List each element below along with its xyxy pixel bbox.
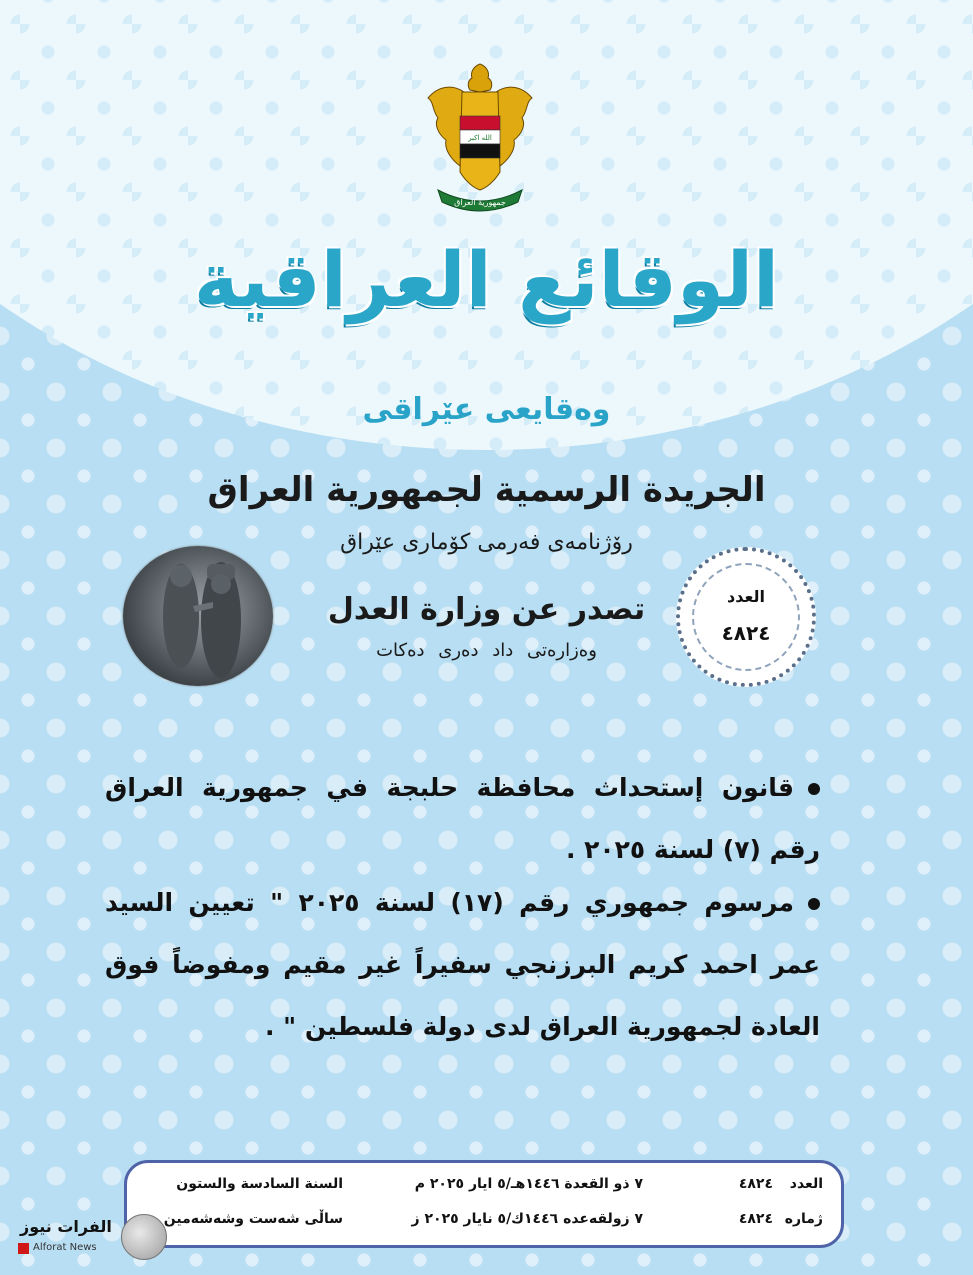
footer-issue-number: ٤٨٢٤ — [738, 1211, 773, 1227]
issue-label: العدد — [727, 587, 765, 606]
footer-issue-number: ٤٨٢٤ — [738, 1176, 773, 1192]
emblem-banner: جمهورية العراق — [454, 198, 506, 207]
footer-date: ٧ زولقەعدە ١٤٤٦ك/٥ نایار ٢٠٢٥ ز — [411, 1211, 643, 1227]
footer-issue-label: العدد — [789, 1176, 823, 1192]
gazette-name: الجريدة الرسمية لجمهورية العراق — [207, 470, 766, 510]
gazette-name-kurdish: رۆژنامەی فەرمی كۆماری عێراق — [340, 530, 633, 555]
watermark-name-en: Alforat News — [33, 1242, 97, 1253]
iraq-eagle-emblem-icon — [424, 62, 536, 212]
content-item-text: قانون إستحداث محافظة حلبجة في جمهورية العراق رقم (٧) لسنة ٢٠٢٥ . — [105, 773, 820, 864]
footer-year: السنة السادسة والستون — [176, 1176, 343, 1192]
hammurabi-stele-image — [123, 546, 273, 686]
watermark-name: الفرات نيوز — [20, 1217, 112, 1236]
footer-year: ساڵی شەست وشەشەمین — [163, 1211, 343, 1227]
issue-footer-box — [124, 1160, 844, 1248]
page-subtitle-kurdish: وەقایعی عێراقی — [362, 392, 611, 427]
content-item — [105, 757, 820, 881]
bullet-icon — [808, 783, 820, 795]
alforat-logo-icon — [121, 1214, 167, 1260]
footer-date: ٧ ذو القعدة ١٤٤٦هـ/٥ ايار ٢٠٢٥ م — [414, 1176, 643, 1192]
ministry-line-kurdish: وەزارەتی داد دەری دەكات — [376, 640, 597, 661]
bullet-icon — [808, 898, 820, 910]
ministry-line: تصدر عن وزارة العدل — [327, 592, 646, 627]
footer-issue-label: ژمارە — [784, 1211, 823, 1227]
issue-number: ٤٨٢٤ — [721, 621, 771, 645]
content-item — [105, 872, 820, 1058]
badge-inner-ring — [692, 563, 800, 671]
footer-row-kurdish — [157, 1211, 823, 1241]
content-item-text: مرسوم جمهوري رقم (١٧) لسنة ٢٠٢٥ " تعيين السيد عمر احمد كريم البرزنجي سفيراً غير مقيم ومفوضاً فوق العادة لجمهورية العراق لدى دولة فلسطين " . — [105, 888, 820, 1041]
emblem-motto: الله اكبر — [468, 134, 492, 142]
issue-number-badge — [676, 547, 816, 687]
watermark-square-icon — [18, 1243, 29, 1254]
footer-row-arabic — [157, 1176, 823, 1206]
page-title: الوقائع العراقية — [193, 235, 780, 324]
